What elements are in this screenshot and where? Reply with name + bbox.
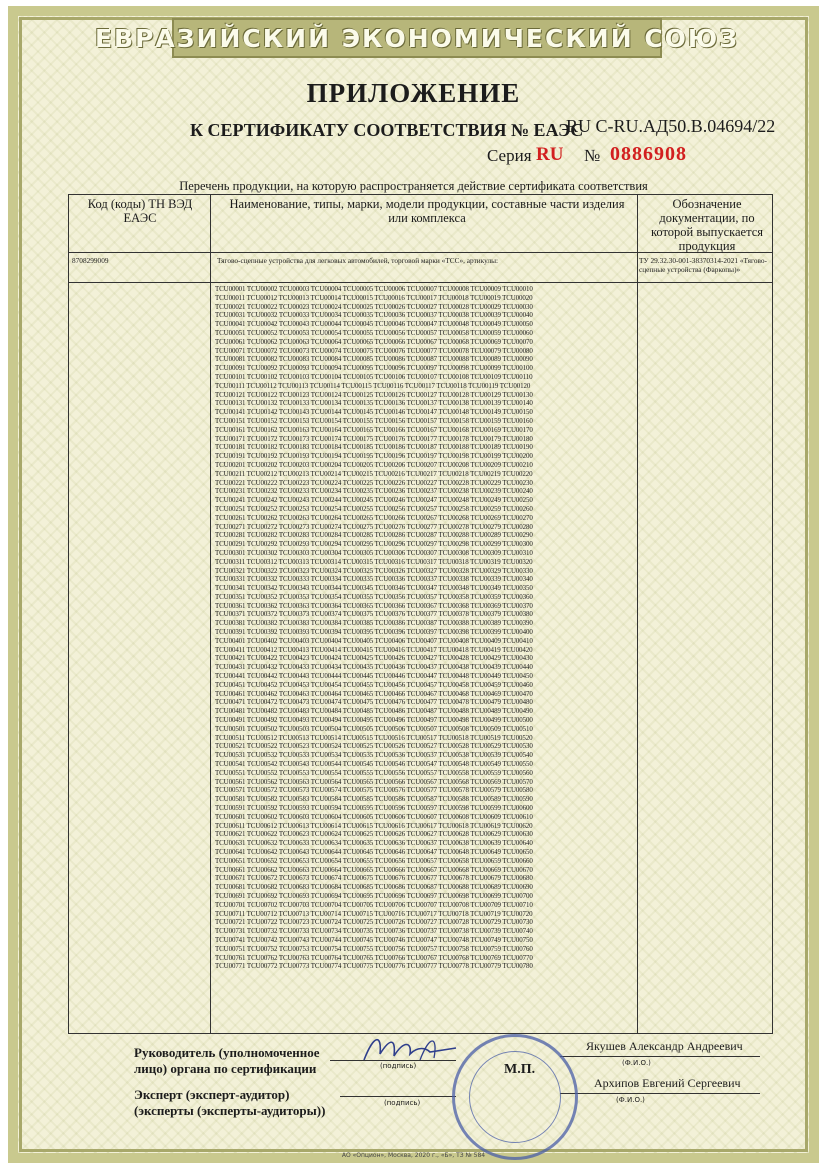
header-documentation: Обозначение документации, по которой выпускается продукция — [650, 197, 764, 253]
head-name-line — [560, 1056, 760, 1057]
header-product-name: Наименование, типы, марки, модели продукции, составные части изделия или комплекса — [229, 197, 625, 225]
expert-label-line2: (эксперты (эксперты-аудиторы)) — [134, 1103, 326, 1118]
head-signature-caption: (подпись) — [380, 1062, 417, 1070]
certificate-subtitle: К СЕРТИФИКАТУ СООТВЕТСТВИЯ № ЕАЭС — [190, 120, 584, 140]
expert-fio-caption: (Ф.И.О.) — [616, 1096, 645, 1104]
hs-code: 8708299009 — [72, 256, 109, 265]
column-divider — [210, 195, 211, 1033]
head-label-line1: Руководитель (уполномоченное — [134, 1045, 320, 1060]
printer-footer: АО «Опцион», Москва, 2020 г., «Б», ТЗ № 584 — [341, 1152, 486, 1159]
row-divider — [69, 282, 772, 283]
head-label-line2: лицо) органа по сертификации — [134, 1061, 317, 1076]
column-divider — [637, 195, 638, 1033]
union-banner: ЕВРАЗИЙСКИЙ ЭКОНОМИЧЕСКИЙ СОЮЗ — [172, 18, 662, 58]
expert-name-line — [560, 1093, 760, 1094]
products-table — [68, 194, 773, 1034]
page-title: ПРИЛОЖЕНИЕ — [306, 78, 521, 108]
expert-label-line1: Эксперт (эксперт-аудитор) — [134, 1087, 290, 1102]
expert-signature-line — [340, 1096, 456, 1097]
head-fio-caption: (Ф.И.О.) — [622, 1059, 651, 1067]
article-list: TCU00001 TCU00002 TCU00003 TCU00004 TCU00005 TCU00006 TCU00007 TCU00008 TCU00009 TCU00010 TCU00011 TCU00012 TCU00013 TCU00014 TCU00015 TCU00016 TCU00017 TCU00018 TCU00019 TCU00020 TCU00021 TCU00022 TCU00023 TCU00024 TCU00025 TCU00026 TCU00027 TCU00028 TCU00029 TCU00030 TCU00031 TCU00032 TCU00033 TCU00034 TCU00035 TCU00036 TCU00037 TCU00038 TCU00039 TCU00040 TCU00041 TCU00042 TCU00043 TCU00044 TCU00045 TCU00046 TCU00047 TCU00048 TCU00049 TCU00050 TCU00051 TCU00052 TCU00053 TCU00054 TCU00055 TCU00056 TCU00057 TCU00058 TCU00059 TCU00060 TCU00061 TCU00062 TCU00063 TCU00064 TCU00065 TCU00066 TCU00067 TCU00068 TCU00069 TCU00070 TCU00071 TCU00072 TCU00073 TCU00074 TCU00075 TCU00076 TCU00077 TCU00078 TCU00079 TCU00080 TCU00081 TCU00082 TCU00083 TCU00084 TCU00085 TCU00086 TCU00087 TCU00088 TCU00089 TCU00090 TCU00091 TCU00092 TCU00093 TCU00094 TCU00095 TCU00096 TCU00097 TCU00098 TCU00099 TCU00100 TCU00101 TCU00102 TCU00103 TCU00104 TCU00105 TCU00106 TCU00107 TCU00108 TCU00109 TCU00110 TCU00111 TCU00112 TCU00113 TCU00114 TCU00115 TCU00116 TCU00117 TCU00118 TCU00119 TCU00120 TCU00121 TCU00122 TCU00123 TCU00124 TCU00125 TCU00126 TCU00127 TCU00128 TCU00129 TCU00130 TCU00131 TCU00132 TCU00133 TCU00134 TCU00135 TCU00136 TCU00137 TCU00138 TCU00139 TCU00140 TCU00141 TCU00142 TCU00143 TCU00144 TCU00145 TCU00146 TCU00147 TCU00148 TCU00149 TCU00150 TCU00151 TCU00152 TCU00153 TCU00154 TCU00155 TCU00156 TCU00157 TCU00158 TCU00159 TCU00160 TCU00161 TCU00162 TCU00163 TCU00164 TCU00165 TCU00166 TCU00167 TCU00168 TCU00169 TCU00170 TCU00171 TCU00172 TCU00173 TCU00174 TCU00175 TCU00176 TCU00177 TCU00178 TCU00179 TCU00180 TCU00181 TCU00182 TCU00183 TCU00184 TCU00185 TCU00186 TCU00187 TCU00188 TCU00189 TCU00190 TCU00191 TCU00192 TCU00193 TCU00194 TCU00195 TCU00196 TCU00197 TCU00198 TCU00199 TCU00200 TCU00201 TCU00202 TCU00203 TCU00204 TCU00205 TCU00206 TCU00207 TCU00208 TCU00209 TCU00210 TCU00211 TCU00212 TCU00213 TCU00214 TCU00215 TCU00216 TCU00217 TCU00218 TCU00219 TCU00220 TCU00221 TCU00222 TCU00223 TCU00224 TCU00225 TCU00226 TCU00227 TCU00228 TCU00229 TCU00230 TCU00231 TCU00232 TCU00233 TCU00234 TCU00235 TCU00236 TCU00237 TCU00238 TCU00239 TCU00240 TCU00241 TCU00242 TCU00243 TCU00244 TCU00245 TCU00246 TCU00247 TCU00248 TCU00249 TCU00250 TCU00251 TCU00252 TCU00253 TCU00254 TCU00255 TCU00256 TCU00257 TCU00258 TCU00259 TCU00260 TCU00261 TCU00262 TCU00263 TCU00264 TCU00265 TCU00266 TCU00267 TCU00268 TCU00269 TCU00270 TCU00271 TCU00272 TCU00273 TCU00274 TCU00275 TCU00276 TCU00277 TCU00278 TCU00279 TCU00280 TCU00281 TCU00282 TCU00283 TCU00284 TCU00285 TCU00286 TCU00287 TCU00288 TCU00289 TCU00290 TCU00291 TCU00292 TCU00293 TCU00294 TCU00295 TCU00296 TCU00297 TCU00298 TCU00299 TCU00300 TCU00301 TCU00302 TCU00303 TCU00304 TCU00305 TCU00306 TCU00307 TCU00308 TCU00309 TCU00310 TCU00311 TCU00312 TCU00313 TCU00314 TCU00315 TCU00316 TCU00317 TCU00318 TCU00319 TCU00320 TCU00321 TCU00322 TCU00323 TCU00324 TCU00325 TCU00326 TCU00327 TCU00328 TCU00329 TCU00330 TCU00331 TCU00332 TCU00333 TCU00334 TCU00335 TCU00336 TCU00337 TCU00338 TCU00339 TCU00340 TCU00341 TCU00342 TCU00343 TCU00344 TCU00345 TCU00346 TCU00347 TCU00348 TCU00349 TCU00350 TCU00351 TCU00352 TCU00353 TCU00354 TCU00355 TCU00356 TCU00357 TCU00358 TCU00359 TCU00360 TCU00361 TCU00362 TCU00363 TCU00364 TCU00365 TCU00366 TCU00367 TCU00368 TCU00369 TCU00370 TCU00371 TCU00372 TCU00373 TCU00374 TCU00375 TCU00376 TCU00377 TCU00378 TCU00379 TCU00380 TCU00381 TCU00382 TCU00383 TCU00384 TCU00385 TCU00386 TCU00387 TCU00388 TCU00389 TCU00390 TCU00391 TCU00392 TCU00393 TCU00394 TCU00395 TCU00396 TCU00397 TCU00398 TCU00399 TCU00400 TCU00401 TCU00402 TCU00403 TCU00404 TCU00405 TCU00406 TCU00407 TCU00408 TCU00409 TCU00410 TCU00411 TCU00412 TCU00413 TCU00414 TCU00415 TCU00416 TCU00417 TCU00418 TCU00419 TCU00420 TCU00421 TCU00422 TCU00423 TCU00424 TCU00425 TCU00426 TCU00427 TCU00428 TCU00429 TCU00430 TCU00431 TCU00432 TCU00433 TCU00434 TCU00435 TCU00436 TCU00437 TCU00438 TCU00439 TCU00440 TCU00441 TCU00442 TCU00443 TCU00444 TCU00445 TCU00446 TCU00447 TCU00448 TCU00449 TCU00450 TCU00451 TCU00452 TCU00453 TCU00454 TCU00455 TCU00456 TCU00457 TCU00458 TCU00459 TCU00460 TCU00461 TCU00462 TCU00463 TCU00464 TCU00465 TCU00466 TCU00467 TCU00468 TCU00469 TCU00470 TCU00471 TCU00472 TCU00473 TCU00474 TCU00475 TCU00476 TCU00477 TCU00478 TCU00479 TCU00480 TCU00481 TCU00482 TCU00483 TCU00484 TCU00485 TCU00486 TCU00487 TCU00488 TCU00489 TCU00490 TCU00491 TCU00492 TCU00493 TCU00494 TCU00495 TCU00496 TCU00497 TCU00498 TCU00499 TCU00500 TCU00501 TCU00502 TCU00503 TCU00504 TCU00505 TCU00506 TCU00507 TCU00508 TCU00509 TCU00510 TCU00511 TCU00512 TCU00513 TCU00514 TCU00515 TCU00516 TCU00517 TCU00518 TCU00519 TCU00520 TCU00521 TCU00522 TCU00523 TCU00524 TCU00525 TCU00526 TCU00527 TCU00528 TCU00529 TCU00530 TCU00531 TCU00532 TCU00533 TCU00534 TCU00535 TCU00536 TCU00537 TCU00538 TCU00539 TCU00540 TCU00541 TCU00542 TCU00543 TCU00544 TCU00545 TCU00546 TCU00547 TCU00548 TCU00549 TCU00550 TCU00551 TCU00552 TCU00553 TCU00554 TCU00555 TCU00556 TCU00557 TCU00558 TCU00559 TCU00560 TCU00561 TCU00562 TCU00563 TCU00564 TCU00565 TCU00566 TCU00567 TCU00568 TCU00569 TCU00570 TCU00571 TCU00572 TCU00573 TCU00574 TCU00575 TCU00576 TCU00577 TCU00578 TCU00579 TCU00580 TCU00581 TCU00582 TCU00583 TCU00584 TCU00585 TCU00586 TCU00587 TCU00588 TCU00589 TCU00590 TCU00591 TCU00592 TCU00593 TCU00594 TCU00595 TCU00596 TCU00597 TCU00598 TCU00599 TCU00600 TCU00601 TCU00602 TCU00603 TCU00604 TCU00605 TCU00606 TCU00607 TCU00608 TCU00609 TCU00610 TCU00611 TCU00612 TCU00613 TCU00614 TCU00615 TCU00616 TCU00617 TCU00618 TCU00619 TCU00620 TCU00621 TCU00622 TCU00623 TCU00624 TCU00625 TCU00626 TCU00627 TCU00628 TCU00629 TCU00630 TCU00631 TCU00632 TCU00633 TCU00634 TCU00635 TCU00636 TCU00637 TCU00638 TCU00639 TCU00640 TCU00641 TCU00642 TCU00643 TCU00644 TCU00645 TCU00646 TCU00647 TCU00648 TCU00649 TCU00650 TCU00651 TCU00652 TCU00653 TCU00654 TCU00655 TCU00656 TCU00657 TCU00658 TCU00659 TCU00660 TCU00661 TCU00662 TCU00663 TCU00664 TCU00665 TCU00666 TCU00667 TCU00668 TCU00669 TCU00670 TCU00671 TCU00672 TCU00673 TCU00674 TCU00675 TCU00676 TCU00677 TCU00678 TCU00679 TCU00680 TCU00681 TCU00682 TCU00683 TCU00684 TCU00685 TCU00686 TCU00687 TCU00688 TCU00689 TCU00690 TCU00691 TCU00692 TCU00693 TCU00694 TCU00695 TCU00696 TCU00697 TCU00698 TCU00699 TCU00700 TCU00701 TCU00702 TCU00703 TCU00704 TCU00705 TCU00706 TCU00707 TCU00708 TCU00709 TCU00710 TCU00711 TCU00712 TCU00713 TCU00714 TCU00715 TCU00716 TCU00717 TCU00718 TCU00719 TCU00720 TCU00721 TCU00722 TCU00723 TCU00724 TCU00725 TCU00726 TCU00727 TCU00728 TCU00729 TCU00730 TCU00731 TCU00732 TCU00733 TCU00734 TCU00735 TCU00736 TCU00737 TCU00738 TCU00739 TCU00740 TCU00741 TCU00742 TCU00743 TCU00744 TCU00745 TCU00746 TCU00747 TCU00748 TCU00749 TCU00750 TCU00751 TCU00752 TCU00753 TCU00754 TCU00755 TCU00756 TCU00757 TCU00758 TCU00759 TCU00760 TCU00761 TCU00762 TCU00763 TCU00764 TCU00765 TCU00766 TCU00767 TCU00768 TCU00769 TCU00770 TCU00771 TCU00772 TCU00773 TCU00774 TCU00775 TCU00776 TCU00777 TCU00778 TCU00779 TCU00780 — [215, 285, 533, 971]
certification-stamp — [452, 1034, 578, 1160]
form-number: 0886908 — [610, 143, 687, 165]
product-documentation: ТУ 29.32.30-001-38370314-2021 «Тягово-сцепные устройства (Фаркопы)» — [639, 256, 767, 274]
head-name: Якушев Александр Андреевич — [586, 1039, 743, 1053]
seal-place-label: М.П. — [504, 1062, 536, 1077]
number-label: № — [584, 146, 601, 165]
handwritten-signature — [360, 1030, 460, 1066]
products-caption: Перечень продукции, на которую распространяется действие сертификата соответствия — [179, 179, 648, 193]
product-description: Тягово-сцепные устройства для легковых автомобилей, торговой марки «ТСС», артикулы: — [217, 256, 499, 265]
header-code: Код (коды) ТН ВЭД ЕАЭС — [87, 197, 193, 225]
expert-name: Архипов Евгений Сергеевич — [594, 1076, 741, 1090]
certificate-number: RU C-RU.АД50.В.04694/22 — [566, 116, 776, 136]
series-value: RU — [536, 144, 564, 165]
expert-signature-caption: (подпись) — [384, 1099, 421, 1107]
series-label: Серия — [487, 146, 532, 165]
